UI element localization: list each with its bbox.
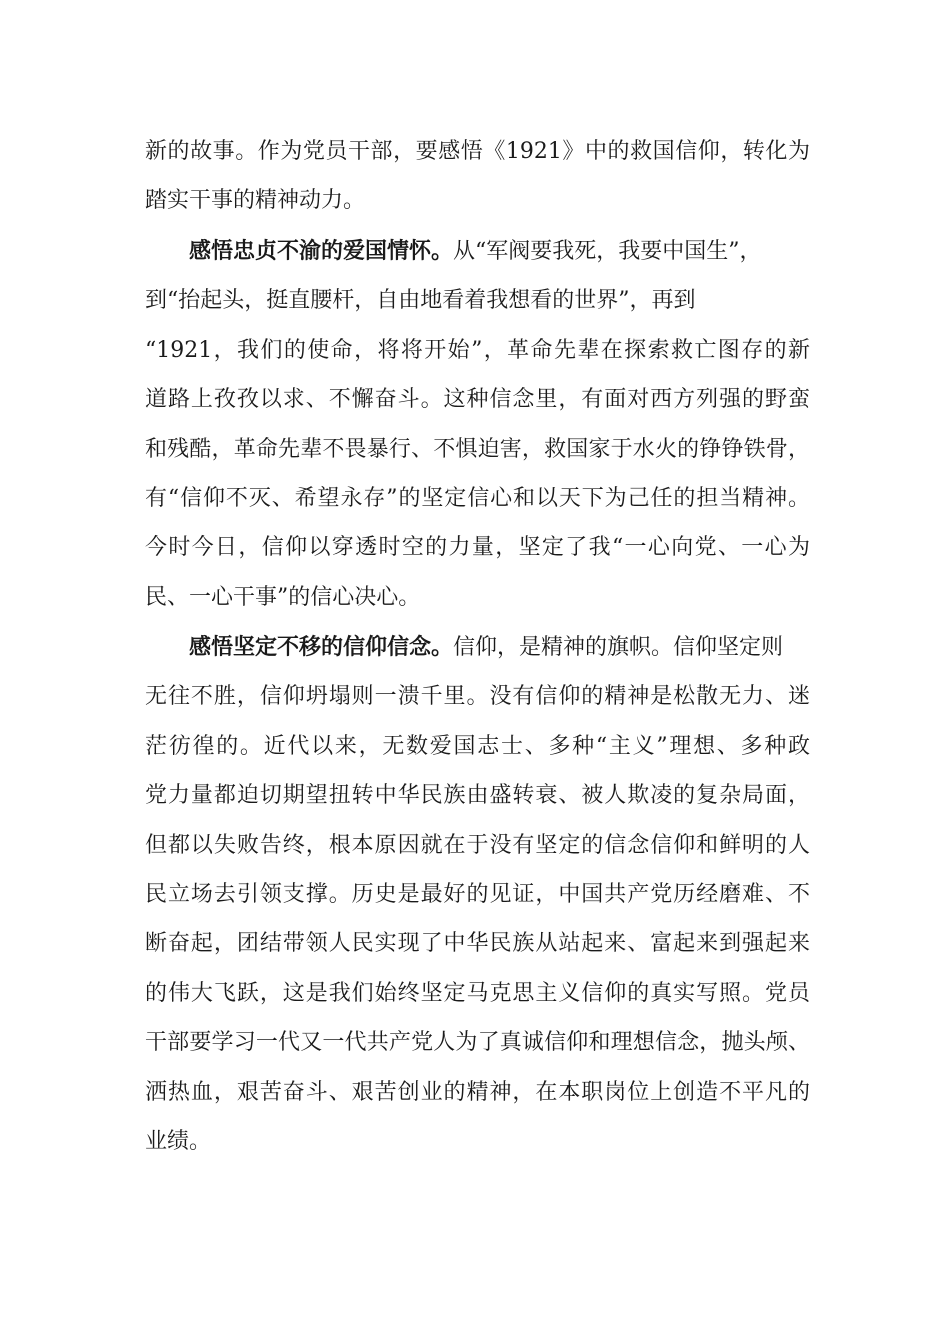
text-run: 从“军阀要我死，我要中国生”， xyxy=(453,239,762,264)
text-line: 新的故事。作为党员干部，要感悟《1921》中的救国信仰，转化为 xyxy=(145,139,810,164)
text-line: 断奋起，团结带领人民实现了中华民族从站起来、富起来到强起来 xyxy=(145,931,810,957)
text-line: 业绩。 xyxy=(145,1128,212,1154)
text-line: 道路上孜孜以求、不懈奋斗。这种信念里，有面对西方列强的野蛮 xyxy=(145,387,810,413)
paragraph-3 xyxy=(145,623,810,1166)
paragraph-1 xyxy=(145,127,810,226)
text-line: 干部要学习一代又一代共产党人为了真诚信仰和理想信念，抛头颅、 xyxy=(145,1030,810,1056)
text-line: 踏实干事的精神动力。 xyxy=(145,188,366,214)
text-line: 民立场去引领支撑。历史是最好的见证，中国共产党历经磨难、不 xyxy=(145,881,810,907)
text-line: 无往不胜，信仰坍塌则一溃千里。没有信仰的精神是松散无力、迷 xyxy=(145,684,810,710)
text-line xyxy=(145,623,810,672)
text-line xyxy=(145,227,810,276)
paragraph-heading: 感悟忠贞不渝的爱国情怀。 xyxy=(189,238,454,264)
text-line: 今时今日，信仰以穿透时空的力量，坚定了我“一心向党、一心为 xyxy=(145,535,810,561)
text-line: 但都以失败告终，根本原因就在于没有坚定的信念信仰和鲜明的人 xyxy=(145,832,810,858)
text-line: “1921，我们的使命，将将开始”，革命先辈在探索救亡图存的新 xyxy=(145,337,810,363)
text-line: 民、一心干事”的信心决心。 xyxy=(145,584,421,610)
paragraph-2 xyxy=(145,227,810,622)
text-line: 茫彷徨的。近代以来，无数爱国志士、多种“主义”理想、多种政 xyxy=(145,733,810,759)
text-run: 信仰，是精神的旗帜。信仰坚定则 xyxy=(453,635,784,660)
text-line: 和残酷，革命先辈不畏暴行、不惧迫害，救国家于水火的铮铮铁骨， xyxy=(145,436,810,462)
text-line: 到“抬起头，挺直腰杆，自由地看着我想看的世界”，再到 xyxy=(145,288,696,314)
text-line: 洒热血，艰苦奋斗、艰苦创业的精神，在本职岗位上创造不平凡的 xyxy=(145,1079,810,1105)
text-line: 党力量都迫切期望扭转中华民族由盛转衰、被人欺凌的复杂局面， xyxy=(145,783,810,809)
text-line: 的伟大飞跃，这是我们始终坚定马克思主义信仰的真实写照。党员 xyxy=(145,980,810,1006)
paragraph-heading: 感悟坚定不移的信仰信念。 xyxy=(189,634,454,660)
text-line: 有“信仰不灭、希望永存”的坚定信心和以天下为己任的担当精神。 xyxy=(145,485,810,511)
